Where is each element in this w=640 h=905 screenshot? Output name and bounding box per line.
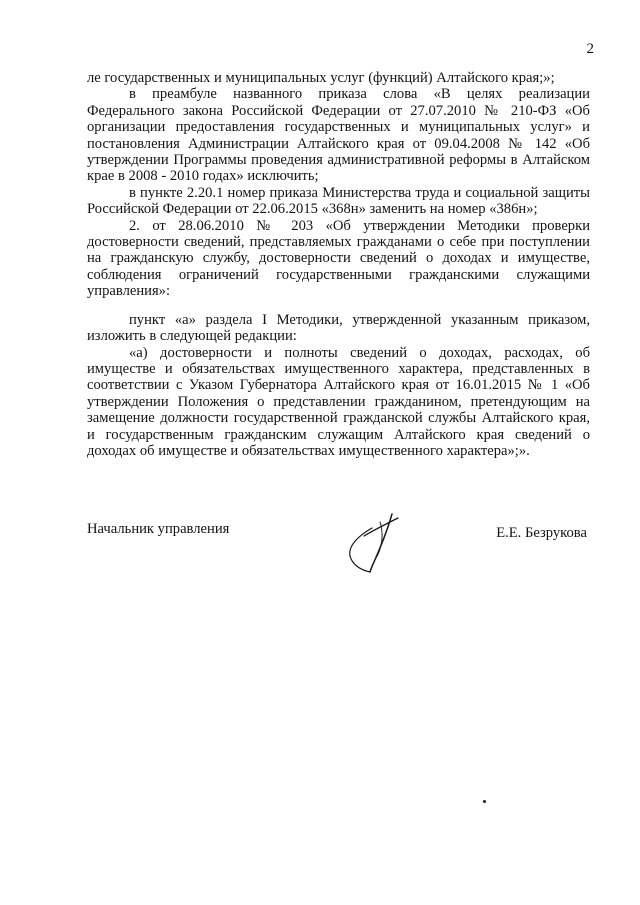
document-body — [87, 70, 590, 459]
scan-speck — [483, 800, 486, 803]
signatory-name: Е.Е. Безрукова — [496, 525, 587, 541]
paragraph-clause-a: пункт «а» раздела I Методики, утвержденной указанным приказом, изложить в следующей редакции: — [87, 311, 590, 345]
paragraph-item-2-20-1: в пункте 2.20.1 номер приказа Министерства труда и социальной защиты Российской Федерации от 22.06.2015 «368н» заменить на номер «386н»; — [87, 184, 590, 218]
paragraph-order-203: 2. от 28.06.2010 № 203 «Об утверждении Методики проверки достоверности сведений, представляемых гражданами о себе при поступлении на гражданскую службу, достоверности сведений о доходах и имуществе, соблюдения ограничений государственными гражданскими служащими управления»: — [87, 217, 590, 300]
signatory-position: Начальник управления — [87, 521, 230, 537]
page-number: 2 — [586, 41, 594, 57]
handwritten-signature-icon — [346, 512, 404, 574]
signature-block — [87, 521, 587, 561]
paragraph-continuation: ле государственных и муниципальных услуг (функций) Алтайского края;»; — [87, 70, 555, 86]
paragraph-preamble-amendment: в преамбуле названного приказа слова «В целях реализации Федерального закона Российской Федерации от 27.07.2010 № 210-ФЗ «Об организации предоставления государственных и муниципальных услуг» и постановления Администрации Алтайского края от 09.04.2008 № 142 «Об утверждении Программы проведения административной реформы в Алтайском крае в 2008 - 2010 годах» исключить; — [87, 86, 590, 185]
paragraph-clause-a-text: «а) достоверности и полноты сведений о доходах, расходах, об имуществе и обязательствах имущественного характера, представленных в соответствии с Указом Губернатора Алтайского края от 16.01.2015 № 1 «Об утверждении Положения о представлении гражданином, претендующим на замещение должности государственной гражданской службы Алтайского края, и государственным гражданским служащим Алтайского края сведений о доходах об имуществе и обязательствах имущественного характера»;». — [87, 344, 590, 459]
